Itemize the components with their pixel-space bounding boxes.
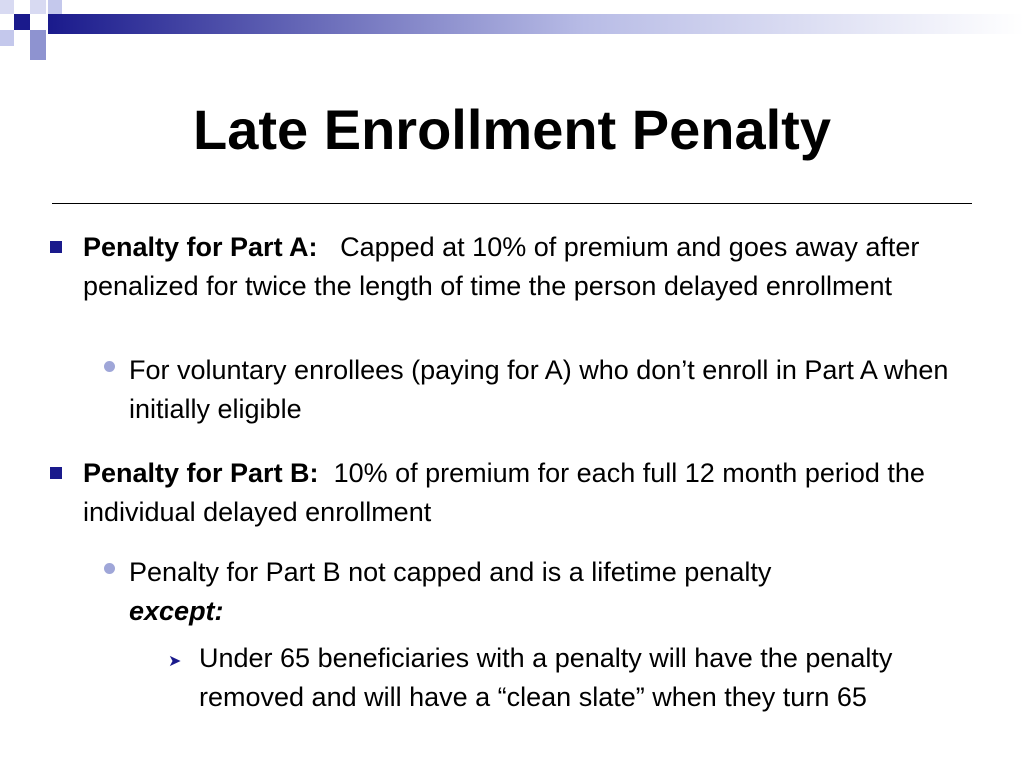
bullet-part-a [83, 228, 983, 306]
bullet-label: Penalty for Part A: [83, 232, 318, 262]
bullet-text: Capped at 10% of premium and goes away after penalized for twice the length of time the person delayed enrollment [83, 232, 920, 301]
sub-bullet-lifetime [129, 553, 989, 631]
sub-sub-bullet-text: Under 65 beneficiaries with a penalty will have the penalty removed and will have a “clean slate” when they turn 65 [199, 643, 893, 712]
except-emphasis: except: [129, 596, 224, 626]
square-bullet-icon [50, 241, 62, 253]
sub-bullet-text: Penalty for Part B not capped and is a lifetime penalty [129, 557, 772, 587]
sub-bullet-voluntary [129, 351, 989, 429]
sub-sub-bullet-under-65 [199, 639, 989, 717]
slide-title: Late Enrollment Penalty [193, 98, 831, 161]
circle-bullet-icon [104, 563, 115, 574]
arrow-bullet-icon: ➤ [168, 653, 182, 670]
bullet-part-b [83, 454, 983, 532]
bullet-text: 10% of premium for each full 12 month period the individual delayed enrollment [83, 458, 925, 527]
circle-bullet-icon [104, 361, 115, 372]
bullet-label: Penalty for Part B: [83, 458, 319, 488]
sub-bullet-text: For voluntary enrollees (paying for A) who don’t enroll in Part A when initially eligible [129, 355, 949, 424]
square-bullet-icon [50, 467, 62, 479]
